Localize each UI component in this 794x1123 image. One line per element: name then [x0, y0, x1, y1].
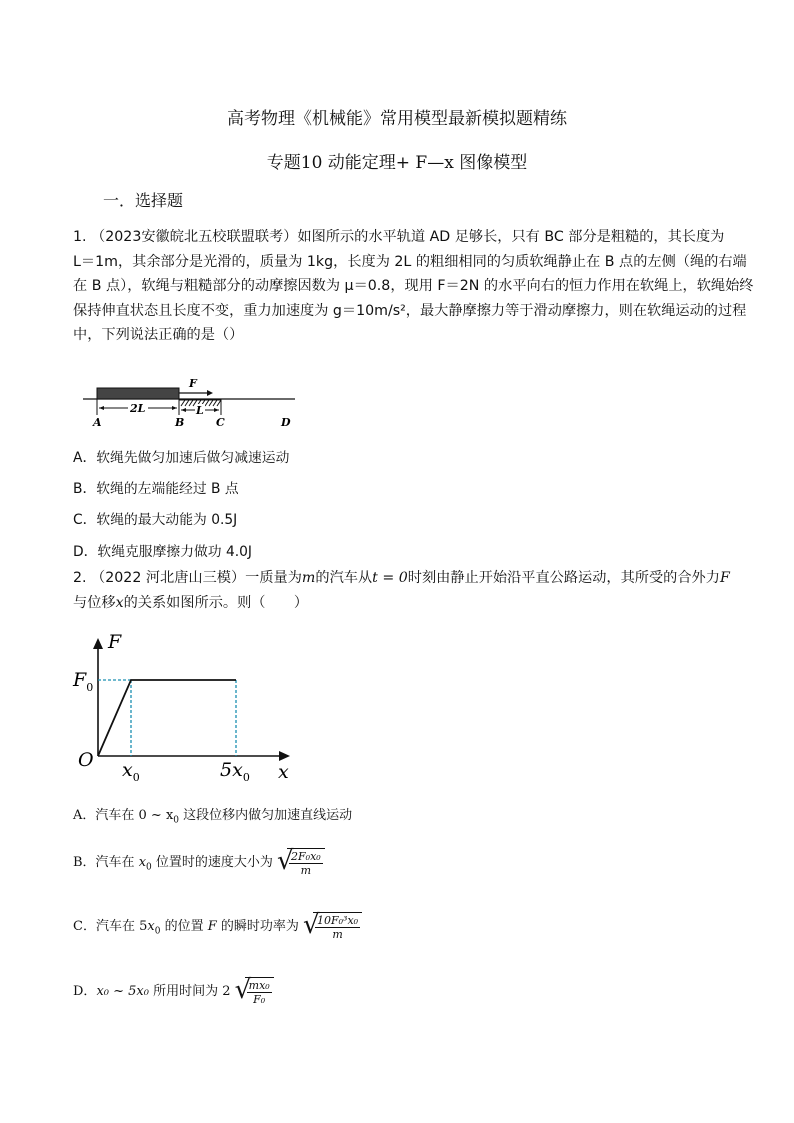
q1-option-d: D．软绳克服摩擦力做功 4.0J [73, 544, 252, 560]
x-axis-label: x [278, 761, 289, 783]
subscript: 0 [146, 862, 152, 873]
q2-text: 的汽车从 [315, 570, 373, 586]
x-axis-arrow [279, 751, 290, 761]
math-x: x [147, 919, 155, 934]
subscript: 0 [154, 926, 161, 937]
question-2-line1 [73, 566, 733, 591]
origin-label: O [78, 749, 94, 771]
y-axis-arrow [93, 638, 103, 649]
q2-option-c-text: 的位置 [160, 919, 208, 934]
sqrt-expression: √ $\frac{\text{2F₀x₀}}{m}$ [277, 848, 325, 877]
fraction-numerator: 2F₀x₀ [291, 850, 321, 863]
q2-text: 2. （2022 河北唐山三模）一质量为 [73, 570, 302, 586]
math-F: F [207, 919, 217, 934]
question-1-line: 1. （2023安徽皖北五校联盟联考）如图所示的水平轨道 AD 足够长，只有 BC 部分是粗糙的，其长度为 [73, 229, 725, 245]
question-2-text [73, 566, 733, 615]
q2-option-d-text: 所用时间为 2 [148, 984, 231, 999]
q2-option-a-text: A．汽车在 0 ~ x [73, 808, 174, 823]
q2-option-a-text: 这段位移内做匀加速直线运动 [179, 808, 353, 823]
point-D: D [281, 416, 291, 429]
math-range: x₀ ~ 5x₀ [96, 984, 149, 999]
sqrt-expression: √ $\frac{\text{mx₀}}{\text{F₀}}$ [235, 977, 274, 1006]
q2-option-c-text: C．汽车在 5 [73, 919, 148, 934]
label-L: L [196, 404, 204, 417]
q1-option-b: B．软绳的左端能经过 B 点 [73, 481, 239, 497]
q2-text: 的关系如图所示。则（ ） [123, 594, 309, 611]
sqrt-expression: √ $\frac{\text{10F₀³x₀}}{m}$ [303, 912, 362, 941]
fraction-denominator: m [332, 928, 343, 941]
math-x: x [138, 855, 147, 870]
q2-math-x: x [115, 594, 124, 611]
question-2-line2 [73, 591, 733, 616]
force-curve [98, 680, 236, 756]
page-title: 高考物理《机械能》常用模型最新模拟题精练 [227, 109, 567, 129]
q2-option-b [73, 848, 325, 877]
force-label: F [189, 377, 197, 390]
q2-option-c [73, 912, 362, 941]
subscript: 0 [173, 815, 180, 826]
rope [97, 388, 179, 399]
question-1-line: 中，下列说法正确的是（） [73, 327, 244, 343]
question-1-line: L＝1m，其余部分是光滑的，质量为 1kg，长度为 2L 的粗细相同的匀质软绳静止在 B 点的左侧（绳的右端 [73, 253, 747, 270]
fraction-numerator: mx₀ [248, 979, 270, 992]
q2-math-m: m [301, 570, 316, 586]
q2-option-b-text: B．汽车在 [73, 855, 139, 870]
label-2L: 2L [130, 402, 146, 415]
force-displacement-graph [70, 628, 300, 783]
x-tick-5x0: $5x_0$ [220, 759, 250, 783]
page-subtitle: 专题10 动能定理+ F—x 图像模型 [266, 153, 528, 173]
point-B: B [175, 416, 185, 429]
fraction-denominator: F₀ [253, 993, 266, 1006]
question-1-line: 保持伸直状态且长度不变，重力加速度为 g＝10m/s²，最大静摩擦力等于滑动摩擦力，则在软绳运动的过程 [73, 302, 747, 319]
section-heading: 一．选择题 [103, 191, 184, 210]
question-1-line: 在 B 点），软绳与粗糙部分的动摩擦因数为 μ＝0.8，现用 F＝2N 的水平向右的恒力作用在软绳上，软绳始终 [73, 278, 754, 294]
point-C: C [216, 416, 225, 429]
q1-option-a: A．软绳先做匀加速后做匀减速运动 [73, 450, 290, 466]
q2-option-b-text: 位置时的速度大小为 [151, 855, 273, 870]
q2-option-a [73, 804, 352, 826]
force-arrowhead [207, 390, 213, 396]
question-1-diagram [80, 375, 300, 430]
y-tick-F0: $F_0$ [73, 669, 94, 694]
q2-option-c-text: 的瞬时功率为 [216, 919, 299, 934]
point-A: A [93, 416, 102, 429]
q2-math-F: F [719, 570, 730, 586]
q2-math-t: t = 0 [372, 570, 408, 586]
question-1-text [73, 225, 754, 348]
x-tick-x0: $x_0$ [122, 759, 140, 783]
q1-option-c: C．软绳的最大动能为 0.5J [73, 512, 238, 528]
y-axis-label: F [108, 631, 122, 653]
q2-option-d-text: D． [73, 984, 97, 999]
q2-option-d [73, 977, 274, 1006]
fraction-numerator: 10F₀³x₀ [317, 914, 359, 927]
q2-text: 与位移 [73, 594, 116, 611]
q2-text: 时刻由静止开始沿平直公路运动，其所受的合外力 [407, 570, 720, 586]
fraction-denominator: m [300, 864, 312, 877]
